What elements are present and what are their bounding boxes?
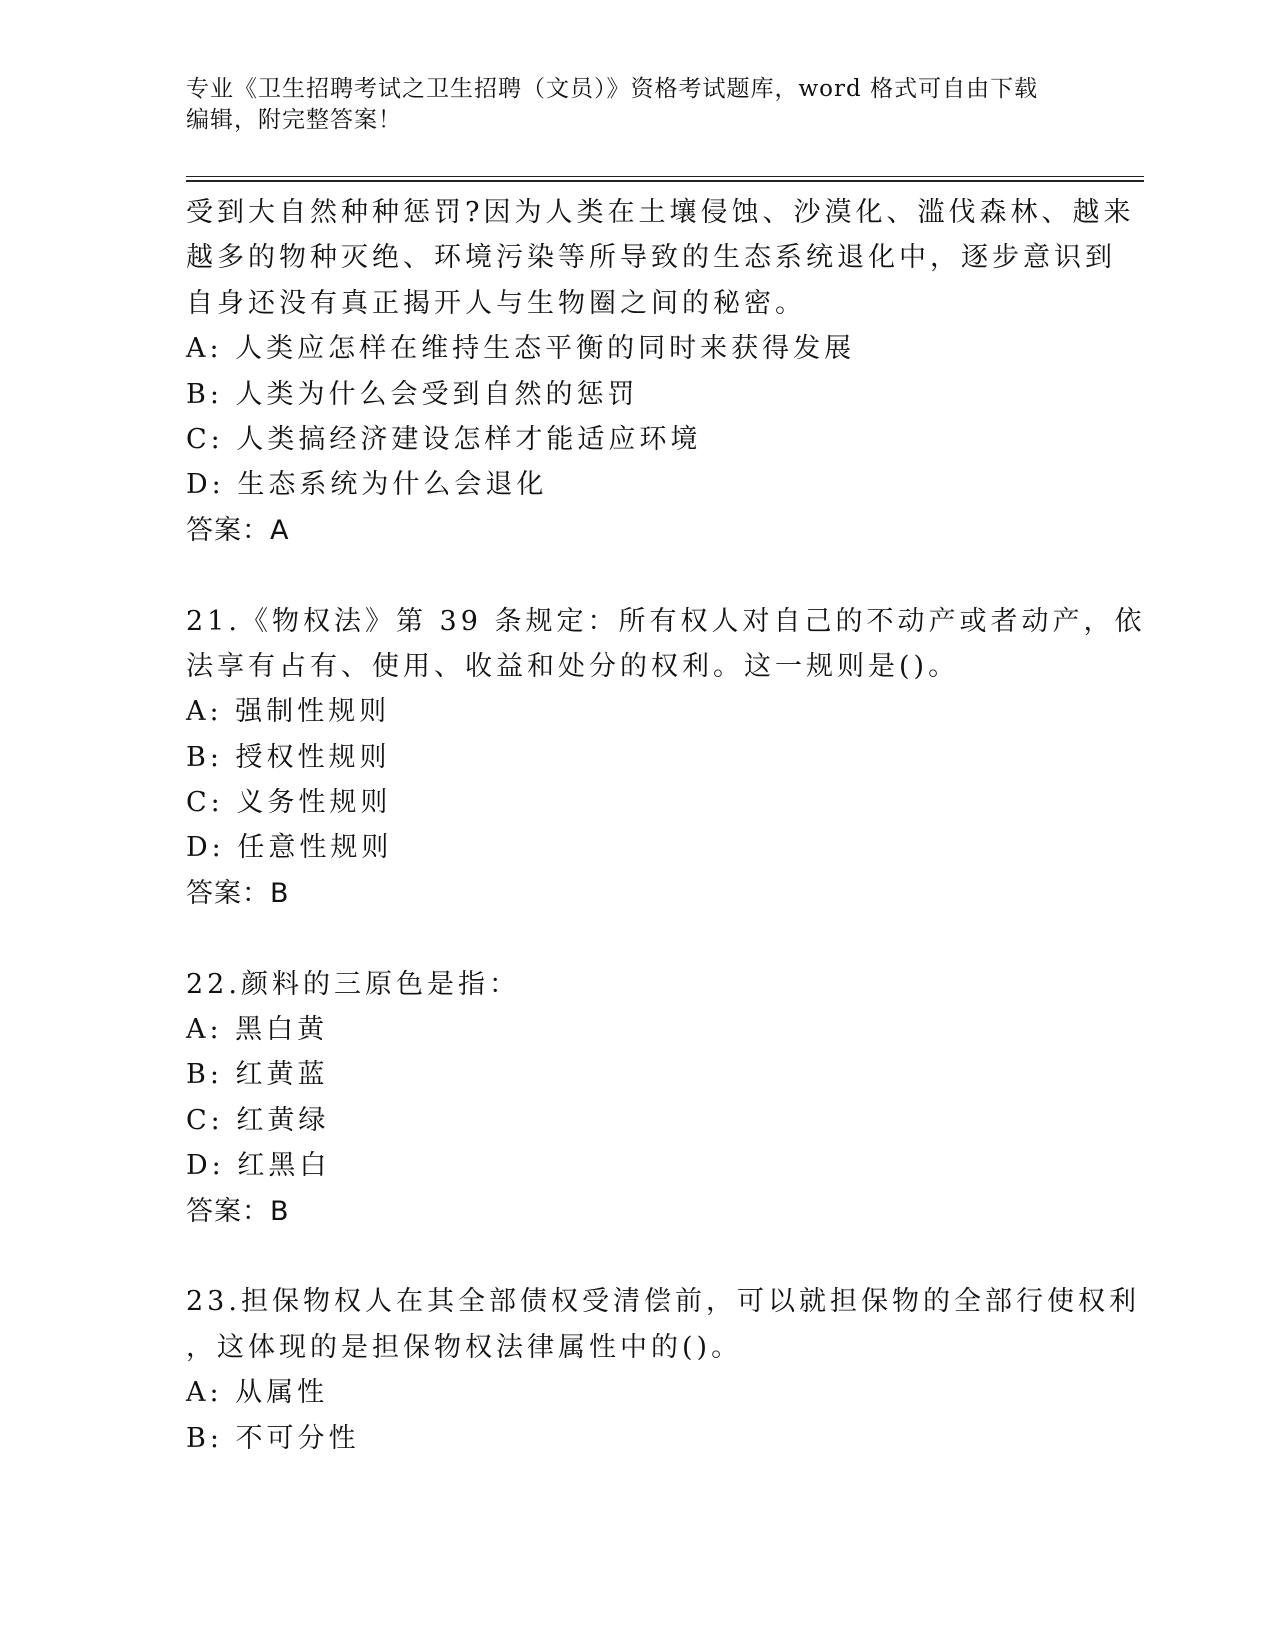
question-23 [186,1279,1140,1461]
header-line-2: 编辑，附完整答案！ [186,107,402,133]
option-b: B: 不可分性 [186,1422,360,1454]
spacer [186,553,1066,598]
option-a: A: 强制性规则 [186,696,391,728]
option-b: B: 红黄蓝 [186,1059,329,1091]
header-line-1: 专业《卫生招聘考试之卫生招聘（文员）》资格考试题库，word 格式可自由下载 [186,76,1039,102]
option-b: B: 授权性规则 [186,741,391,773]
option-a: A: 黑白黄 [186,1014,329,1046]
option-a: A: 人类应怎样在维持生态平衡的同时来获得发展 [186,333,856,365]
answer-label: 答案：B [186,1195,290,1227]
spacer [186,1234,1066,1279]
option-a: A: 从属性 [186,1377,329,1409]
question-21 [186,599,1146,917]
question-text-line: 受到大自然种种惩罚?因为人类在土壤侵蚀、沙漠化、滥伐森林、越来 [186,197,1135,228]
option-c: C: 义务性规则 [186,787,392,819]
option-b: B: 人类为什么会受到自然的惩罚 [186,378,639,410]
question-20 [186,190,1135,553]
question-text-line: 越多的物种灭绝、环境污染等所导致的生态系统退化中，逐步意识到 [186,242,1116,274]
question-list [186,190,1146,1461]
option-d: D: 任意性规则 [186,832,393,864]
question-text-line: 自身还没有真正揭开人与生物圈之间的秘密。 [186,287,806,319]
answer-label: 答案：A [186,514,290,546]
question-text-line: 法享有占有、使用、收益和处分的权利。这一规则是()。 [186,650,960,682]
spacer [186,916,1066,961]
option-c: C: 红黄绿 [186,1104,330,1136]
answer-label: 答案：B [186,877,290,909]
option-d: D: 生态系统为什么会退化 [186,469,548,501]
document-header [186,74,1066,136]
option-c: C: 人类搞经济建设怎样才能适应环境 [186,423,702,455]
question-22 [186,962,1066,1234]
question-text-line: ，这体现的是担保物权法律属性中的()。 [186,1331,743,1363]
header-divider-thin [186,176,1144,177]
question-text-line: 21.《物权法》第 39 条规定：所有权人对自己的不动产或者动产，依 [186,605,1146,637]
question-text-line: 22.颜料的三原色是指： [186,968,520,1000]
question-text-line: 23.担保物权人在其全部债权受清偿前，可以就担保物的全部行使权利 [186,1286,1140,1318]
option-d: D: 红黑白 [186,1150,331,1182]
header-divider-thick [186,180,1144,182]
